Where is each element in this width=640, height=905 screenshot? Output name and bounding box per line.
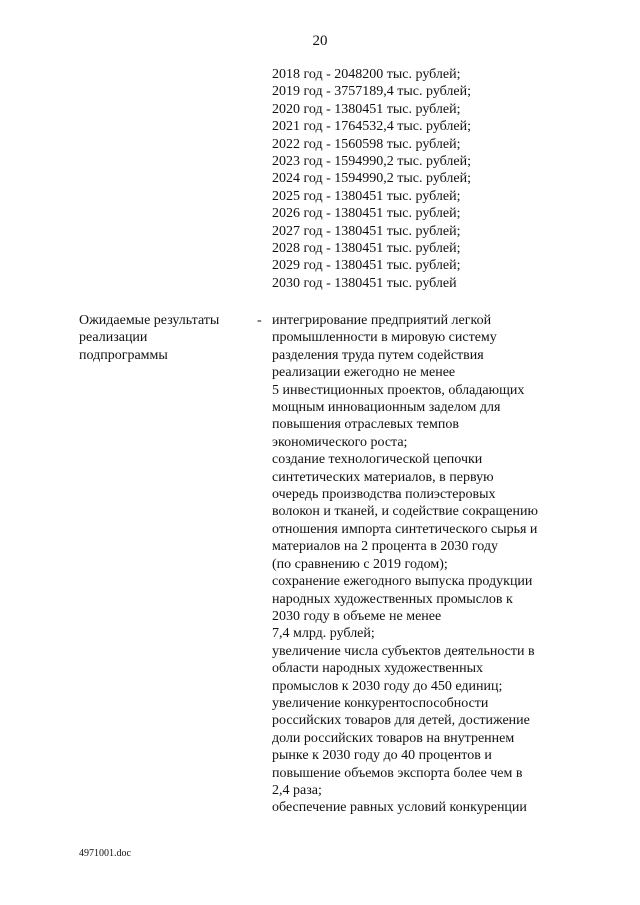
result-line: волокон и тканей, и содействие сокращению <box>272 504 538 520</box>
label-line: реализации <box>79 330 148 346</box>
result-line: (по сравнению с 2019 годом); <box>272 556 448 572</box>
funding-line: 2027 год - 1380451 тыс. рублей; <box>272 223 461 239</box>
funding-line: 2019 год - 3757189,4 тыс. рублей; <box>272 84 472 100</box>
result-line: очередь производства полиэстеровых <box>272 487 496 503</box>
result-line: народных художественных промыслов к <box>272 591 513 607</box>
funding-line: 2024 год - 1594990,2 тыс. рублей; <box>272 171 472 187</box>
funding-line: 2020 год - 1380451 тыс. рублей; <box>272 101 461 117</box>
footer-filename: 4971001.doc <box>79 848 131 859</box>
funding-line: 2029 год - 1380451 тыс. рублей; <box>272 258 461 274</box>
funding-list <box>272 66 471 292</box>
result-line: доли российских товаров на внутреннем <box>272 730 515 746</box>
label-line: подпрограммы <box>79 347 168 363</box>
result-line: экономического роста; <box>272 434 408 450</box>
result-line: синтетических материалов, в первую <box>272 469 494 485</box>
row-dash: - <box>257 313 262 328</box>
result-line: мощным инновационным заделом для <box>272 400 501 416</box>
result-line: российских товаров для детей, достижение <box>272 713 530 729</box>
result-line: увеличение конкурентоспособности <box>272 695 489 711</box>
result-line: создание технологической цепочки <box>272 452 483 468</box>
result-line: увеличение числа субъектов деятельности в <box>272 643 535 659</box>
result-line: промыслов к 2030 году до 450 единиц; <box>272 678 503 694</box>
result-line: промышленности в мировую систему <box>272 330 497 346</box>
result-line: 2030 году в объеме не менее <box>272 608 442 624</box>
funding-line: 2030 год - 1380451 тыс. рублей <box>272 275 457 291</box>
result-line: отношения импорта синтетического сырья и <box>272 521 538 537</box>
result-line: интегрирование предприятий легкой <box>272 313 492 328</box>
funding-line: 2022 год - 1560598 тыс. рублей; <box>272 136 461 152</box>
result-line: реализации ежегодно не менее <box>272 365 456 381</box>
result-line: повышение объемов экспорта более чем в <box>272 765 523 781</box>
expected-results-list <box>272 312 572 817</box>
funding-line: 2025 год - 1380451 тыс. рублей; <box>272 188 461 204</box>
result-line: 5 инвестиционных проектов, обладающих <box>272 382 525 398</box>
result-line: повышения отраслевых темпов <box>272 417 459 433</box>
result-line: 2,4 раза; <box>272 782 322 798</box>
expected-results-label <box>79 312 249 364</box>
result-line: области народных художественных <box>272 661 483 677</box>
funding-line: 2018 год - 2048200 тыс. рублей; <box>272 67 461 82</box>
funding-line: 2028 год - 1380451 тыс. рублей; <box>272 241 461 257</box>
result-line: сохранение ежегодного выпуска продукции <box>272 574 533 590</box>
funding-line: 2023 год - 1594990,2 тыс. рублей; <box>272 154 472 170</box>
result-line: разделения труда путем содействия <box>272 347 484 363</box>
result-line: 7,4 млрд. рублей; <box>272 626 375 642</box>
funding-line: 2021 год - 1764532,4 тыс. рублей; <box>272 119 472 135</box>
funding-line: 2026 год - 1380451 тыс. рублей; <box>272 206 461 222</box>
result-line: материалов на 2 процента в 2030 году <box>272 539 498 555</box>
page-number: 20 <box>312 33 328 49</box>
result-line: обеспечение равных условий конкуренции <box>272 800 527 816</box>
label-line: Ожидаемые результаты <box>79 313 220 328</box>
result-line: рынке к 2030 году до 40 процентов и <box>272 748 492 764</box>
